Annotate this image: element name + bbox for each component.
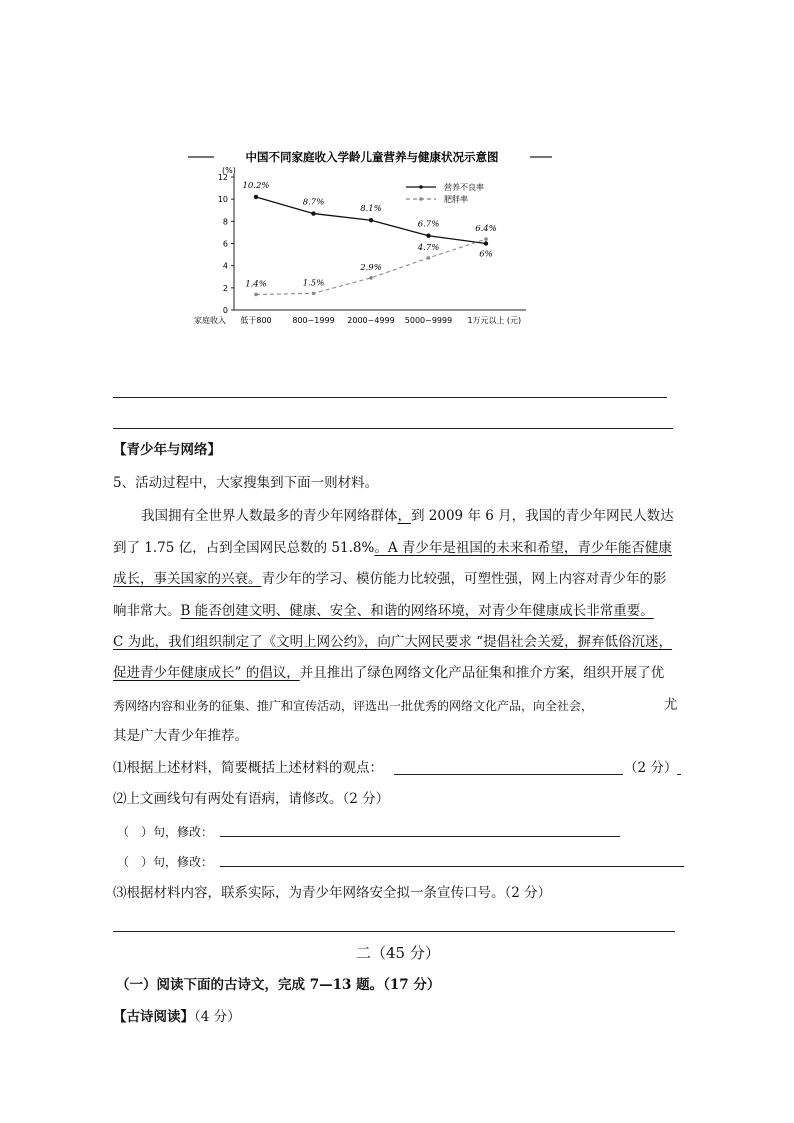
chart-title: 中国不同家庭收入学龄儿童营养与健康状况示意图 [245, 150, 499, 164]
question-2: ⑵上文画线句有两处有语病，请修改。（2 分） [113, 791, 390, 807]
passage-line-5: C 为此，我们组织制定了《文明上网公约》，向广大网民要求 “提倡社会关爱，摒弃低俗沉迷， [113, 634, 673, 650]
data-point [484, 241, 488, 245]
section-heading-poem: 【古诗阅读】（4 分） [113, 1009, 241, 1025]
q3-answer-line[interactable] [113, 931, 675, 932]
question-5-intro: 5、活动过程中，大家搜集到下面一则材料。 [113, 475, 379, 491]
data-point [312, 292, 316, 296]
y-tick-label: 10 [217, 195, 228, 205]
data-label: 4.7% [417, 242, 440, 253]
data-label: 1.5% [302, 278, 325, 289]
data-label: 1.4% [245, 279, 267, 290]
part-2-subtitle: （一）阅读下面的古诗文，完成 7—13 题。（17 分） [116, 977, 441, 993]
part-2-title: 二（45 分） [356, 944, 440, 962]
question-1: ⑴根据上述材料，简要概括上述材料的观点： [113, 760, 383, 776]
y-tick-label: 12 [217, 173, 228, 182]
x-tick-label: 2000~4999 [347, 316, 395, 325]
legend-label: 肥胖率 [444, 195, 468, 204]
data-point [311, 211, 315, 215]
section-heading-teen: 【青少年与网络】 [113, 442, 221, 458]
x-tick-label: 800~1999 [292, 316, 335, 325]
data-point [369, 218, 373, 222]
data-point [254, 293, 258, 297]
legend-label: 营养不良率 [444, 183, 484, 192]
x-tick-label: 1万元以上 [467, 316, 505, 325]
data-label: 6.7% [417, 219, 440, 230]
passage-line-1: 我国拥有全世界人数最多的青少年网络群体，到 2009 年 6 月，我国的青少年网民人数达 [141, 508, 674, 524]
data-label: 8.7% [302, 197, 325, 208]
passage-line-3: 成长，事关国家的兴衰。青少年的学习、模仿能力比较强，可塑性强，网上内容对青少年的影 [113, 571, 667, 587]
data-label: 8.1% [360, 204, 382, 215]
x-tick-label: 低于800 [240, 316, 272, 325]
answer-line [113, 428, 673, 429]
data-point [427, 256, 431, 260]
passage-line-6: 促进青少年健康成长” 的倡议，并且推出了绿色网络文化产品征集和推介方案，组织开展了优 [113, 665, 665, 681]
fix-line-1-blank[interactable] [220, 836, 620, 837]
passage-line-2: 到了 1.75 亿，占到全国网民总数的 51.8%。A 青少年是祖国的未来和希望，青少年能否健康 [113, 540, 672, 556]
data-label: 10.2% [242, 180, 270, 191]
y-tick-label: 6 [222, 239, 228, 249]
data-label: 6% [479, 249, 493, 260]
fix-line-2-blank[interactable] [220, 866, 684, 867]
passage-line-7-end: 尤 [664, 697, 678, 713]
y-tick-label: 8 [222, 217, 228, 227]
question-3: ⑶根据材料内容，联系实际，为青少年网络安全拟一条宣传口号。（2 分） [113, 885, 552, 901]
legend-marker [419, 185, 423, 189]
passage-line-4: 响非常大。B 能否创建文明、健康、安全、和谐的网络环境，对青少年健康成长非常重要。 [113, 603, 654, 619]
data-label: 2.9% [360, 262, 382, 273]
passage-line-7: 秀网络内容和业务的征集、推广和宣传活动，评选出一批优秀的网络文化产品，向全社会， [113, 699, 594, 713]
y-tick-label: 0 [222, 306, 228, 315]
chart-y-unit: (%) [222, 166, 236, 175]
data-point [369, 276, 373, 280]
passage-line-8: 其是广大青少年推荐。 [113, 728, 248, 744]
data-label: 6.4% [475, 224, 497, 235]
q1-answer-line[interactable] [394, 774, 623, 775]
legend-marker [419, 197, 423, 201]
data-point [254, 195, 258, 199]
nutrition-chart [186, 145, 554, 328]
y-tick-label: 2 [222, 283, 228, 293]
fix-line-1-label: （ ）句，修改： [117, 825, 214, 839]
data-point [484, 237, 488, 241]
y-tick-label: 4 [222, 261, 228, 271]
x-tick-label: 5000~9999 [404, 316, 453, 325]
question-1-score: （2 分） [624, 760, 678, 776]
data-point [426, 234, 430, 238]
answer-line [113, 397, 667, 398]
fix-line-2-label: （ ）句，修改： [117, 855, 214, 869]
x-axis-prefix: 家庭收入 [194, 316, 226, 325]
x-axis-unit: (元) [506, 316, 522, 325]
q1-answer-tick [677, 774, 681, 775]
